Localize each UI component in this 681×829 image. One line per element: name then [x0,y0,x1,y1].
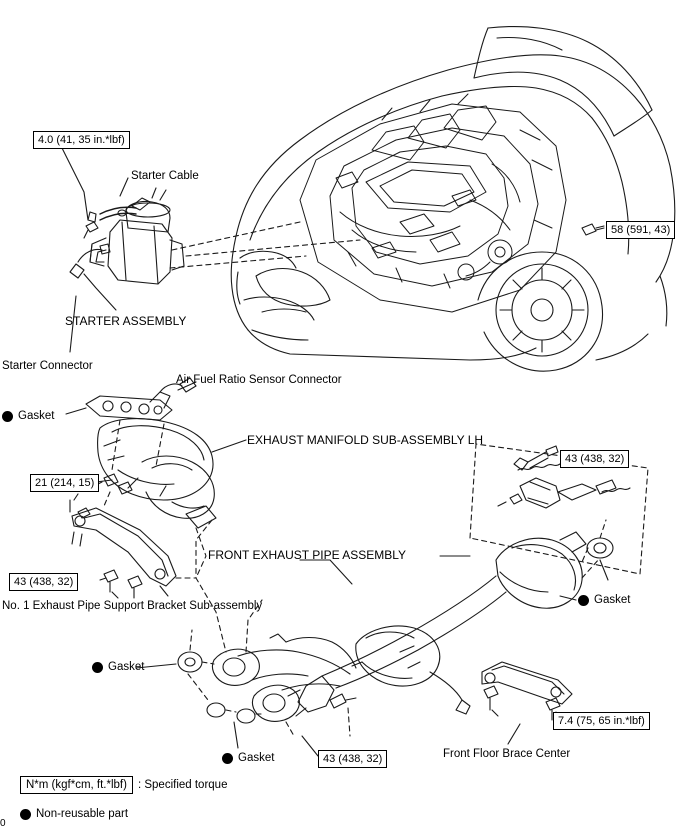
non-reusable-dot-icon [92,662,103,673]
legend-specified-torque [20,776,227,794]
starter-cable-bolt [84,222,98,238]
gasket-manifold-leader [66,408,86,414]
label-exhaust-manifold-sub-assembly-lh: EXHAUST MANIFOLD SUB-ASSEMBLY LH [247,433,484,447]
label-starter-cable: Starter Cable [131,170,199,182]
torque-callout-starter-mount: 58 (591, 43) [606,221,675,239]
gasket-label: Gasket [18,410,55,422]
label-no1-exhaust-pipe-support-bracket: No. 1 Exhaust Pipe Support Bracket Sub-assembly [2,600,263,612]
support-bracket-art [70,494,176,598]
non-reusable-dot-icon [222,753,233,764]
torque-callout-exhaust-manifold: 21 (214, 15) [30,474,99,492]
floor-brace-leaders [508,712,556,744]
legend-non-reusable-text: Non-reusable part [36,808,129,820]
torque-callout-front-pipe-rear: 43 (438, 32) [560,450,629,468]
label-front-exhaust-pipe-assembly: FRONT EXHAUST PIPE ASSEMBLY [208,548,407,562]
torque-callout-front-pipe-front: 43 (438, 32) [318,750,387,768]
non-reusable-dot-icon [2,411,13,422]
exhaust-manifold-art [86,378,216,528]
page-number: 0 [0,818,6,829]
engine-bay-detail [300,94,566,312]
starter-leader-lines [170,222,360,268]
non-reusable-dot-icon [20,809,31,820]
legend-torque-units: N*m (kgf*cm, ft.*lbf) [20,776,133,794]
torque-callout-floor-brace: 7.4 (75, 65 in.*lbf) [553,712,650,730]
label-starter-connector: Starter Connector [2,360,93,372]
rear-hardware-connector [582,520,606,578]
gasket-callout-bottom [222,752,274,764]
label-starter-assembly: STARTER ASSEMBLY [65,314,187,328]
torque-callout-starter-cable: 4.0 (41, 35 in.*lbf) [33,131,130,149]
gasket-callout-rear [578,594,630,606]
starter-connector-art [70,244,110,278]
support-bracket-leader [100,578,168,596]
gasket-callout-manifold [2,410,54,422]
vehicle-outline [231,27,675,372]
gasket-label: Gasket [108,661,145,673]
label-air-fuel-ratio-sensor-connector: Air Fuel Ratio Sensor Connector [176,374,342,386]
starter-assembly-art [90,188,184,284]
gasket-label: Gasket [594,594,631,606]
gasket-callout-left [92,661,144,673]
starter-mount-bolt [582,224,604,235]
label-leaders [136,556,608,756]
assembly-dashed-lines [104,420,588,736]
starter-cable-art [88,198,150,222]
gasket-label: Gasket [238,752,275,764]
label-front-floor-brace-center: Front Floor Brace Center [443,748,571,760]
non-reusable-dot-icon [578,595,589,606]
torque-callout-support-bracket: 43 (438, 32) [9,573,78,591]
manifold-label-leader [212,440,246,452]
legend-non-reusable-part [20,808,128,820]
legend-torque-text: : Specified torque [137,779,228,791]
